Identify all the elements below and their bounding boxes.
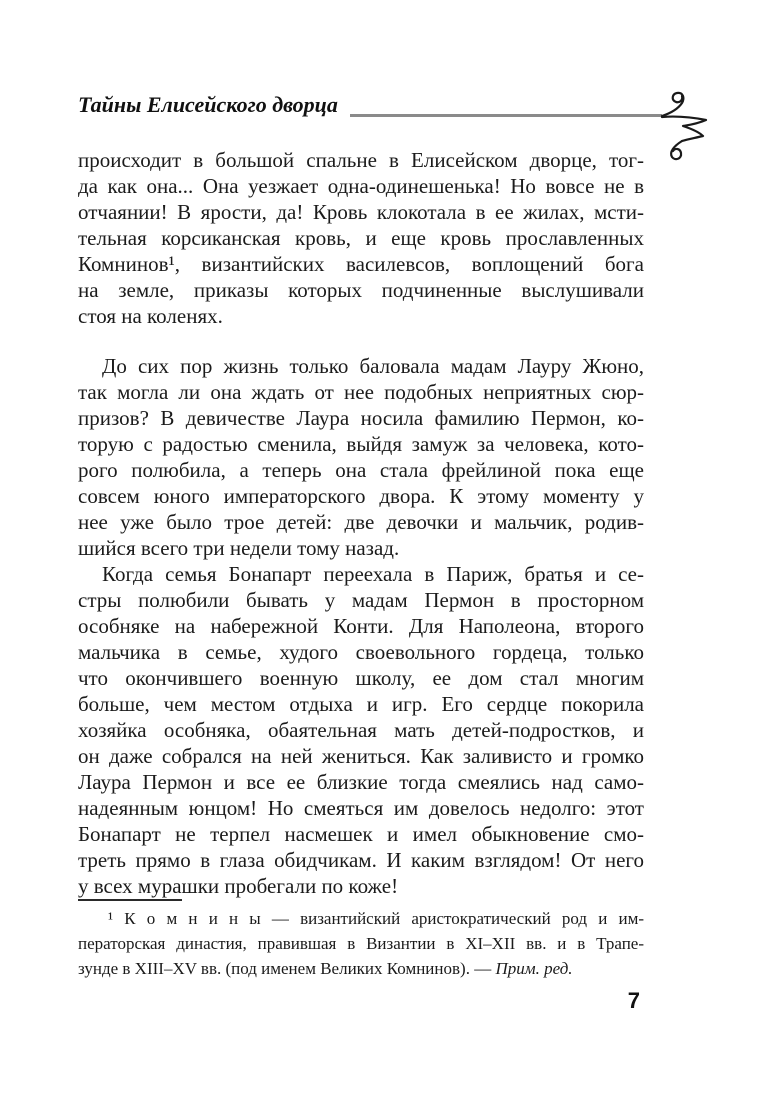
text-line: Когда семья Бонапарт переехала в Париж, братья и се- xyxy=(102,562,644,586)
footnote-line xyxy=(78,956,644,981)
text-line: нее уже было трое детей: две девочки и мальчик, родив- xyxy=(78,510,644,534)
text-line: Лаура Пермон и все ее близкие тогда смеялись над само- xyxy=(78,770,644,794)
text-line: хозяйка особняка, обаятельная мать детей-подростков, и xyxy=(78,718,644,742)
text-line: происходит в большой спальне в Елисейском дворце, тог- xyxy=(78,148,644,172)
text-line: что окончившего военную школу, ее дом стал многим xyxy=(78,666,644,690)
text-line: на земле, приказы которых подчиненные выслушивали xyxy=(78,278,644,302)
text-line: больше, чем местом отдыха и игр. Его сердце покорила xyxy=(78,692,644,716)
text-line: надеянным юнцом! Но смеяться им довелось недолго: этот xyxy=(78,796,644,820)
text-block xyxy=(78,147,644,899)
paragraph xyxy=(78,353,644,561)
text-line: До сих пор жизнь только баловала мадам Лауру Жюно, xyxy=(102,354,644,378)
footnote-line: ператорская династия, правившая в Византии в XI–XII вв. и в Трапе- xyxy=(78,934,644,953)
footnote xyxy=(78,899,644,981)
paragraph xyxy=(78,147,644,329)
text-line: у всех мурашки пробегали по коже! xyxy=(78,874,399,898)
text-line: отчаянии! В ярости, да! Кровь клокотала в ее жилах, мсти- xyxy=(78,200,644,224)
footnote-rule xyxy=(78,899,182,901)
running-title: Тайны Елисейского дворца xyxy=(78,92,338,117)
page-number: 7 xyxy=(627,988,640,1013)
text-line: тельная корсиканская кровь, и еще кровь прославленных xyxy=(78,226,644,250)
text-line: совсем юного императорского двора. К этому моменту у xyxy=(78,484,644,508)
text-line: стры полюбили бывать у мадам Пермон в просторном xyxy=(78,588,644,612)
text-line: так могла ли она ждать от нее подобных неприятных сюр- xyxy=(78,380,644,404)
text-line: Комнинов¹, византийских василевсов, воплощений бога xyxy=(78,252,644,276)
text-line: стоя на коленях. xyxy=(78,304,223,328)
text-line: особняке на набережной Конти. Для Наполеона, второго xyxy=(78,614,644,638)
header-rule xyxy=(350,114,662,117)
footnote-text: зунде в XIII–XV вв. (под именем Великих Комнинов). — xyxy=(78,959,496,978)
footnote-editor-note: Прим. ред. xyxy=(495,959,573,978)
text-line: он даже собрался на ней жениться. Как заливисто и громко xyxy=(78,744,644,768)
paragraph xyxy=(78,561,644,899)
text-line: торую с радостью сменила, выйдя замуж за человека, кото- xyxy=(78,432,644,456)
text-line: мальчика в семье, худого своевольного гордеца, только xyxy=(78,640,644,664)
text-line: шийся всего три недели тому назад. xyxy=(78,536,400,560)
text-line: да как она... Она уезжает одна-одинешенька! Но вовсе не в xyxy=(78,174,644,198)
text-line: призов? В девичестве Лаура носила фамилию Пермон, ко- xyxy=(78,406,644,430)
text-line: Бонапарт не терпел насмешек и имел обыкновение смо- xyxy=(78,822,644,846)
text-line: треть прямо в глаза обидчикам. И каким взглядом! От него xyxy=(78,848,644,872)
text-line: рого полюбила, а теперь она стала фрейлиной пока еще xyxy=(78,458,644,482)
flourish-ornament-icon xyxy=(660,90,712,162)
footnote-line: ¹ К о м н и н ы — византийский аристократический род и им- xyxy=(108,909,644,928)
